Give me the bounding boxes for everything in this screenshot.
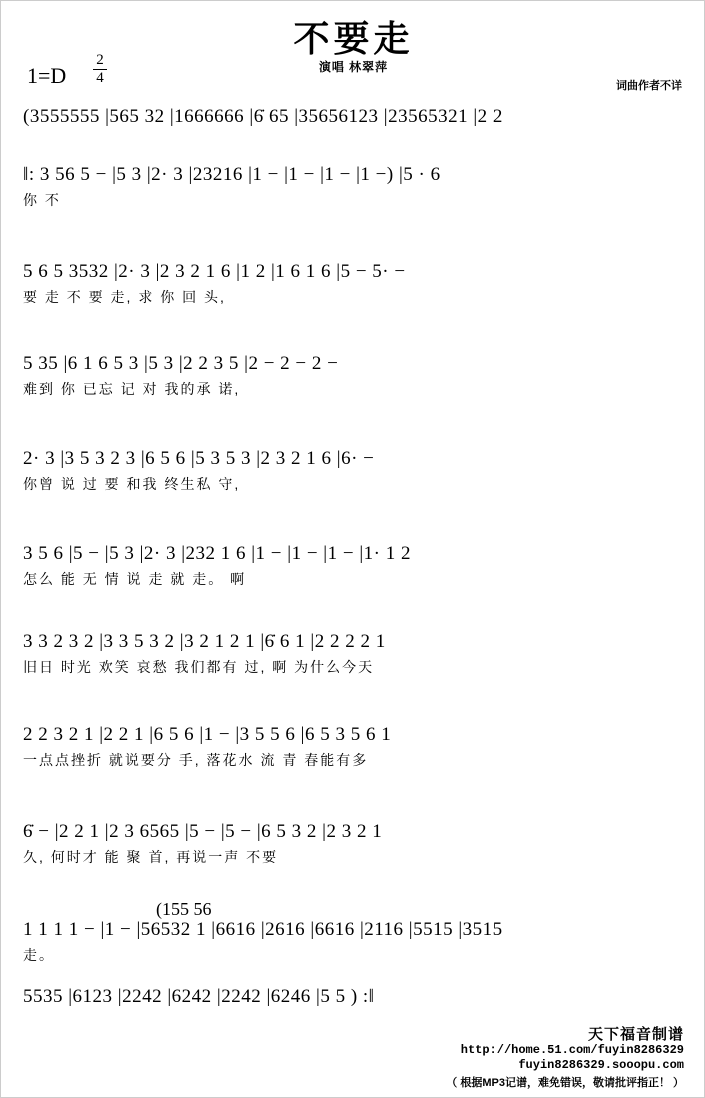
composer-credit: 词曲作者不详: [616, 80, 682, 92]
staff-notes: 5 6 5 3532 |2· 3 |2 3 2 1 6 |1 2 |1 6 1 6 |5 − 5· −: [23, 261, 406, 282]
staff-line-6: [23, 543, 684, 589]
staff-line-11: [23, 986, 684, 1032]
staff-notes: 3 5 6 |5 − |5 3 |2· 3 |232 1 6 |1 − |1 − |1 − |1· 1 2: [23, 543, 411, 564]
staff-lyrics: 难到 你 已忘 记 对 我的承 诺,: [23, 381, 241, 397]
staff-notes: 2 2 3 2 1 |2 2 1 |6 5 6 |1 − |3 5 5 6 |6 5 3 5 6 1: [23, 724, 392, 745]
time-signature-numerator: 2: [96, 52, 104, 68]
singer-credit: 演唱 林翠萍: [318, 60, 389, 74]
staff-notes: 5535 |6123 |2242 |6242 |2242 |6246 |5 5 ) :‖: [23, 986, 375, 1007]
key-signature: 1=D: [27, 63, 67, 88]
website-url-secondary[interactable]: fuyin8286329.sooopu.com: [518, 1058, 684, 1072]
staff-lyrics: 旧日 时光 欢笑 哀愁 我们都有 过, 啊 为什么今天: [23, 659, 375, 675]
staff-line-4: [23, 353, 684, 399]
staff-notes: 1 1 1 1 − |1 − |56532 1 |6616 |2616 |6616 |2116 |5515 |3515: [23, 919, 503, 940]
staff-lyrics: 你曾 说 过 要 和我 终生私 守,: [23, 476, 241, 492]
staff-line-8: [23, 724, 684, 770]
staff-lyrics: 久, 何时才 能 聚 首, 再说一声 不要: [23, 849, 279, 865]
staff-line-5: [23, 448, 684, 494]
staff-lyrics: 走。: [23, 947, 55, 963]
staff-notes: (3555555 |565 32 |1666666 |6̇ 65 |35656123 |23565321 |2 2: [23, 106, 503, 127]
staff-notes: 5 35 |6 1 6 5 3 |5 3 |2 2 3 5 |2 − 2 − 2 −: [23, 353, 339, 374]
time-signature: [89, 53, 111, 86]
staff-line-7: [23, 631, 684, 677]
publisher-credit: 天下福音制谱: [587, 1026, 684, 1043]
website-url-primary[interactable]: http://home.51.com/fuyin8286329: [460, 1043, 684, 1057]
staff-lyrics: 要 走 不 要 走, 求 你 回 头,: [23, 289, 226, 305]
staff-notes: 6̇ − |2 2 1 |2 3 6565 |5 − |5 − |6 5 3 2 |2 3 2 1: [23, 821, 383, 842]
staff-lyrics: 怎么 能 无 情 说 走 就 走。 啊: [23, 571, 247, 587]
time-signature-denominator: 4: [96, 70, 104, 86]
staff-notes: 3 3 2 3 2 |3 3 5 3 2 |3 2 1 2 1 |6̇ 6 1 |2 2 2 2 1: [23, 631, 386, 652]
staff-line-2: [23, 164, 684, 210]
staff-lyrics: [23, 132, 684, 152]
staff-lyrics: 你 不: [23, 192, 61, 208]
staff-line-3: [23, 261, 684, 307]
staff-line-1: [23, 106, 684, 152]
staff-lyrics: 一点点挫折 就说要分 手, 落花水 流 青 春能有多: [23, 752, 369, 768]
song-title: 不要走: [293, 19, 414, 59]
transcription-note: （ 根据MP3记谱，难免错误，敬请批评指正！ ）: [446, 1077, 684, 1089]
staff-notes: 2· 3 |3 5 3 2 3 |6 5 6 |5 3 5 3 |2 3 2 1 6 |6· −: [23, 448, 375, 469]
staff-line-9: [23, 821, 684, 867]
staff-line-10: [23, 919, 684, 965]
staff-lyrics: [23, 1012, 684, 1032]
repeat-bracket-mark: (155 56: [156, 899, 212, 919]
staff-notes: ‖: 3 56 5 − |5 3 |2· 3 |23216 |1 − |1 − |1 − |1 −) |5 · 6: [23, 164, 441, 185]
